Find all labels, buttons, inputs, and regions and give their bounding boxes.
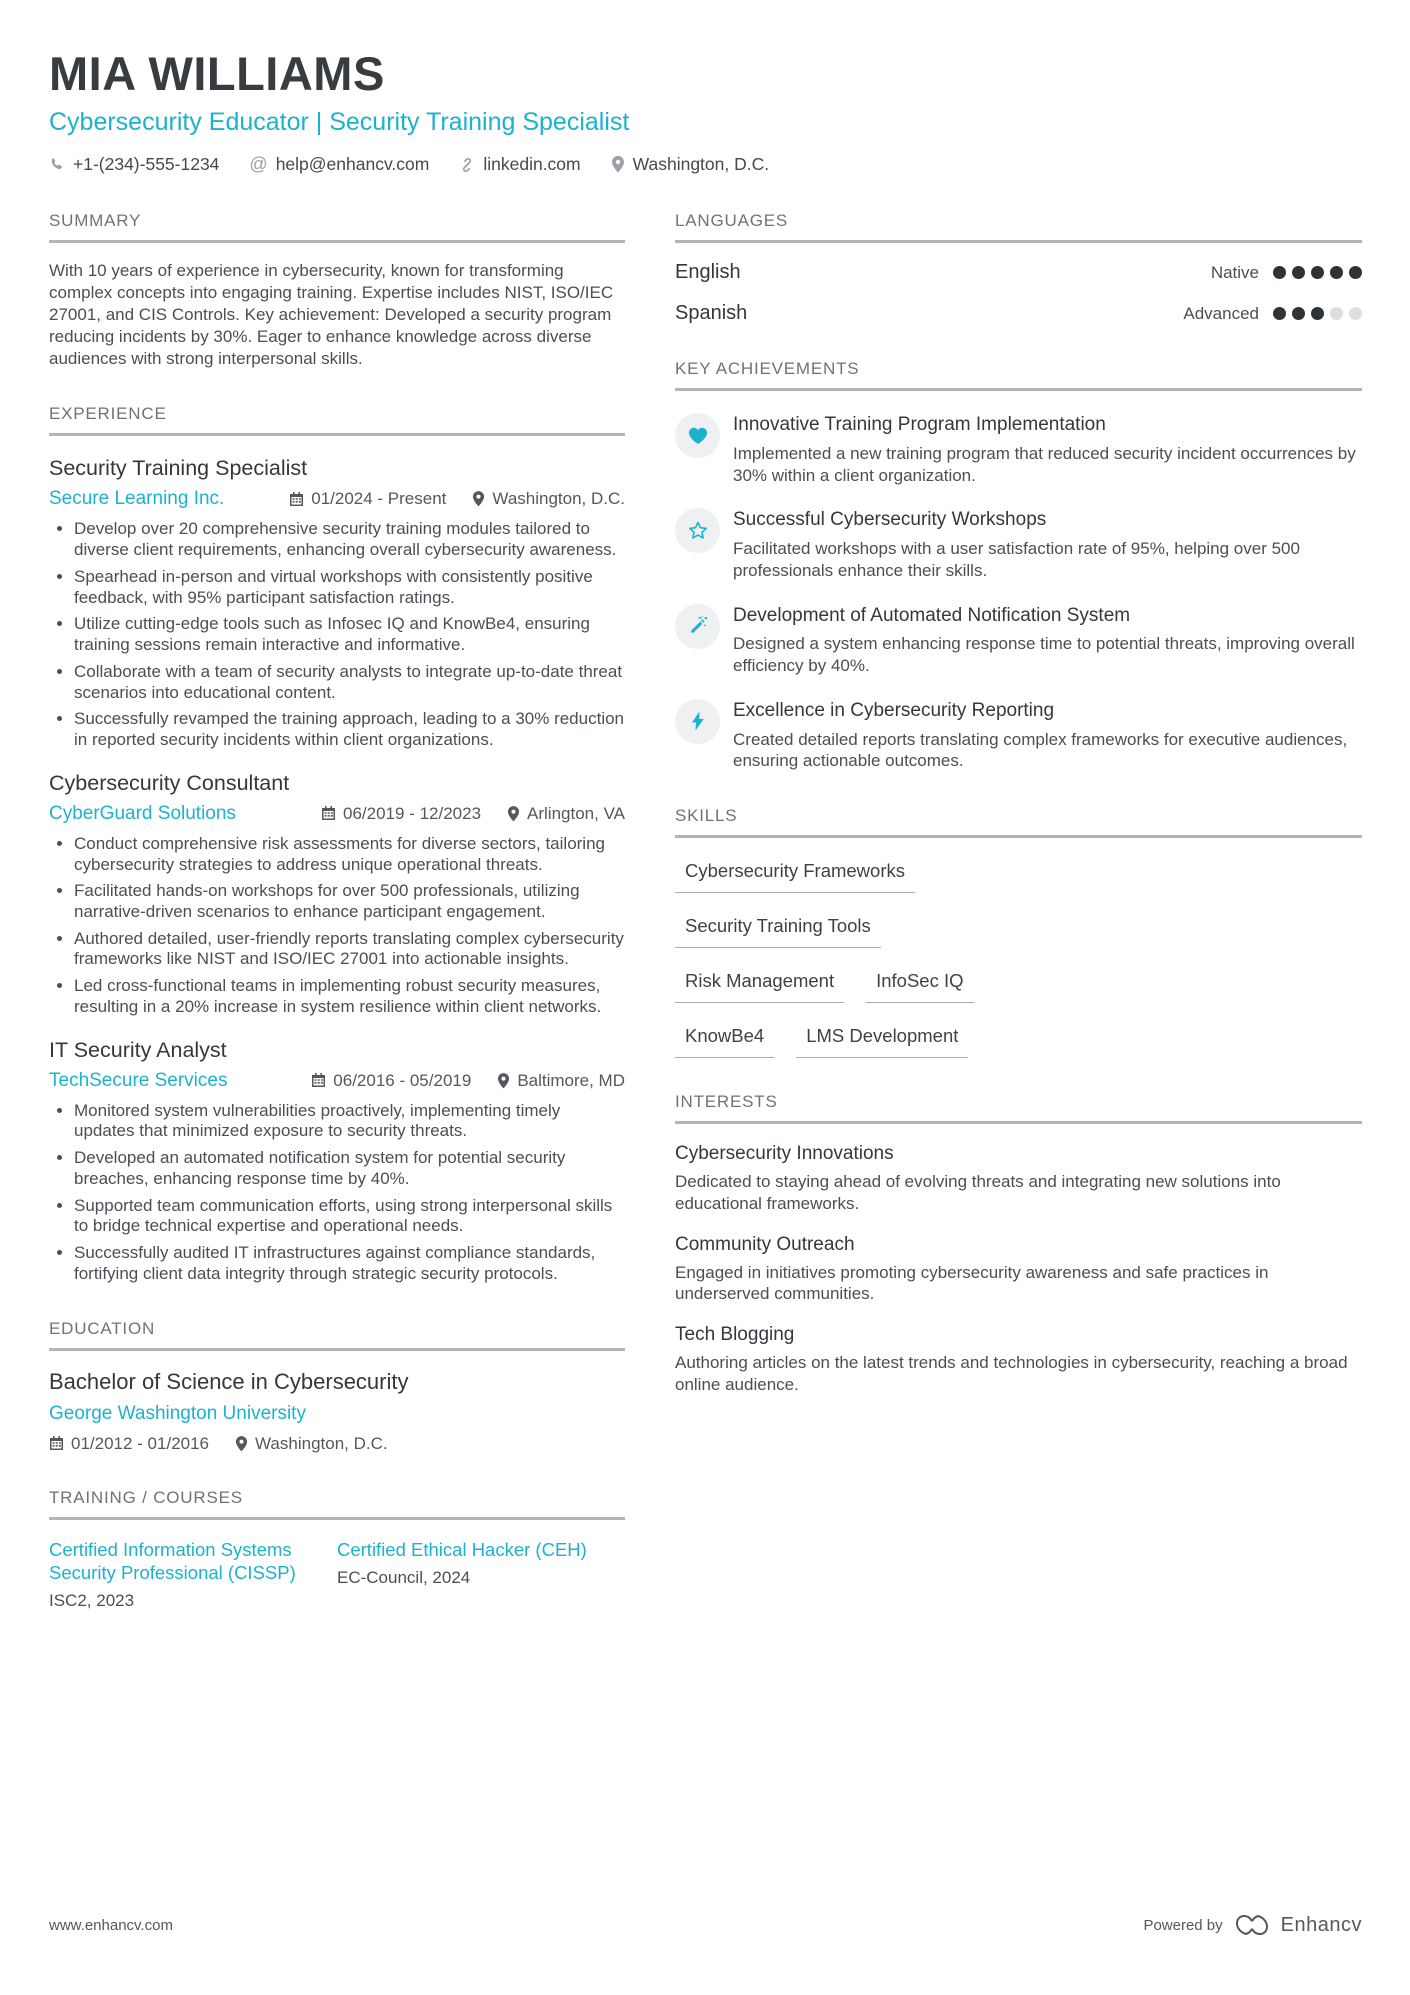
interest-title: Community Outreach <box>675 1233 855 1255</box>
education-meta <box>49 1434 625 1454</box>
contact-link[interactable] <box>459 154 580 175</box>
phone-icon <box>49 157 65 173</box>
job-company: TechSecure Services <box>49 1069 228 1091</box>
interest-text: Dedicated to staying ahead of evolving threats and integrating new solutions into educational frameworks. <box>675 1172 1281 1213</box>
right-column <box>675 211 1362 1645</box>
languages-section <box>675 211 1362 325</box>
lightning-bolt-icon <box>675 699 720 744</box>
achievement-item <box>675 508 1362 581</box>
job-location-value: Arlington, VA <box>527 803 625 823</box>
interests-heading: INTERESTS <box>675 1092 1362 1124</box>
job-dates <box>289 489 446 509</box>
language-row <box>675 302 1362 325</box>
level-dot-filled <box>1292 307 1305 320</box>
level-dot-empty <box>1349 307 1362 320</box>
level-dot-filled <box>1330 266 1343 279</box>
job-entry <box>49 456 625 750</box>
contact-phone-value: +1-(234)-555-1234 <box>73 154 220 174</box>
heart-icon <box>675 413 720 458</box>
footer <box>49 1913 1362 1937</box>
level-dot-filled <box>1273 307 1286 320</box>
summary-section <box>49 211 625 370</box>
location-pin-icon <box>611 156 625 173</box>
job-location <box>472 489 625 509</box>
job-bullet: • Successfully audited IT infrastructures against compliance standards, fortifying client data integrity through strategic security protocols. <box>74 1243 625 1284</box>
course-org: EC-Council, 2024 <box>337 1567 471 1587</box>
achievement-title: Successful Cybersecurity Workshops <box>733 509 1047 531</box>
education-location-value: Washington, D.C. <box>255 1433 388 1453</box>
training-section <box>49 1488 625 1611</box>
job-title: Security Training Specialist <box>49 456 308 481</box>
education-section <box>49 1319 625 1454</box>
experience-section <box>49 404 625 1284</box>
summary-heading: SUMMARY <box>49 211 625 243</box>
contact-location <box>611 154 770 175</box>
contact-phone <box>49 154 219 175</box>
course-title: Certified Information Systems Security Professional (CISSP) <box>49 1538 296 1583</box>
language-level-label: Native <box>1210 262 1259 282</box>
languages-heading: LANGUAGES <box>675 211 1362 243</box>
achievement-title: Excellence in Cybersecurity Reporting <box>733 699 1055 721</box>
job-bullet: • Facilitated hands-on workshops for over 500 professionals, utilizing narrative-driven scenarios to enhance participant engagement. <box>74 881 625 922</box>
skill-item: Cybersecurity Frameworks <box>675 854 915 893</box>
school-name: George Washington University <box>49 1402 306 1424</box>
job-entry <box>49 771 625 1018</box>
interest-title: Tech Blogging <box>675 1324 795 1345</box>
skill-item: LMS Development <box>796 1019 968 1058</box>
job-location <box>497 1071 625 1091</box>
level-dot-filled <box>1273 266 1286 279</box>
achievements-heading: KEY ACHIEVEMENTS <box>675 359 1362 391</box>
achievement-title: Development of Automated Notification System <box>733 604 1131 626</box>
job-company: Secure Learning Inc. <box>49 488 225 510</box>
contact-row <box>49 154 1362 175</box>
job-bullets <box>74 834 625 1018</box>
interest-item <box>675 1143 1362 1215</box>
job-bullets <box>74 1101 625 1285</box>
job-location-value: Washington, D.C. <box>492 489 625 509</box>
job-meta-row <box>49 488 625 510</box>
achievement-item <box>675 699 1362 772</box>
course-entry <box>337 1538 605 1611</box>
calendar-icon <box>289 492 304 507</box>
enhancv-brand-name: Enhancv <box>1280 1913 1362 1936</box>
language-level-label: Advanced <box>1183 303 1259 323</box>
language-name: Spanish <box>675 302 748 324</box>
job-bullet: • Developed an automated notification system for potential security breaches, enhancing response time by 40%. <box>74 1148 625 1189</box>
job-meta-row <box>49 803 625 825</box>
job-bullet: • Successfully revamped the training approach, leading to a 30% reduction in reported security incidents within client organizations. <box>74 709 625 750</box>
job-bullet: • Develop over 20 comprehensive security training modules tailored to diverse client requirements, enhancing overall cybersecurity awareness. <box>74 519 625 560</box>
skills-section <box>675 806 1362 1058</box>
job-bullet: • Authored detailed, user-friendly reports translating complex cybersecurity frameworks like NIST and ISO/IEC 27001 into actionable insights. <box>74 929 625 970</box>
calendar-icon <box>311 1073 326 1088</box>
achievement-item <box>675 413 1362 486</box>
language-level-dots <box>1273 307 1362 320</box>
job-dates <box>311 1071 471 1091</box>
language-name: English <box>675 261 741 283</box>
skill-item: Risk Management <box>675 964 844 1003</box>
job-entry <box>49 1038 625 1285</box>
job-meta-row <box>49 1070 625 1092</box>
achievement-text: Designed a system enhancing response time to potential threats, improving overall efficiency by 40%. <box>733 634 1355 675</box>
contact-location-value: Washington, D.C. <box>632 154 770 174</box>
degree-title: Bachelor of Science in Cybersecurity <box>49 1368 409 1394</box>
job-bullet: • Utilize cutting-edge tools such as Infosec IQ and KnowBe4, ensuring training sessions remain interactive and informative. <box>74 614 625 655</box>
language-row <box>675 261 1362 284</box>
experience-heading: EXPERIENCE <box>49 404 625 436</box>
skill-item: KnowBe4 <box>675 1019 774 1058</box>
education-dates-value: 01/2012 - 01/2016 <box>71 1433 210 1453</box>
location-pin-icon <box>235 1436 248 1452</box>
education-location <box>235 1434 388 1454</box>
location-pin-icon <box>472 491 485 507</box>
level-dot-filled <box>1292 266 1305 279</box>
job-location <box>507 804 625 824</box>
skill-item: InfoSec IQ <box>866 964 973 1003</box>
job-bullet: • Led cross-functional teams in implementing robust security measures, resulting in a 20% increase in system resilience within client networks. <box>74 976 625 1017</box>
achievement-title: Innovative Training Program Implementation <box>733 414 1106 435</box>
training-heading: TRAINING / COURSES <box>49 1488 625 1520</box>
achievement-item <box>675 604 1362 677</box>
level-dot-filled <box>1349 266 1362 279</box>
achievement-text: Implemented a new training program that reduced security incident occurrences by 30% within a client organization. <box>733 443 1356 485</box>
job-dates-value: 06/2016 - 05/2019 <box>333 1070 472 1090</box>
job-title: IT Security Analyst <box>49 1037 227 1062</box>
job-dates-value: 01/2024 - Present <box>311 489 447 509</box>
job-title: Cybersecurity Consultant <box>49 770 290 795</box>
magic-wand-icon <box>675 604 720 649</box>
job-bullet: • Monitored system vulnerabilities proactively, implementing timely updates that minimized exposure to security threats. <box>74 1101 625 1142</box>
job-bullet: • Conduct comprehensive risk assessments for diverse sectors, tailoring cybersecurity strategies to address unique operational threats. <box>74 834 625 875</box>
interest-item <box>675 1234 1362 1306</box>
contact-link-value: linkedin.com <box>483 154 581 174</box>
enhancv-logo-icon <box>1235 1913 1269 1937</box>
course-title: Certified Ethical Hacker (CEH) <box>337 1538 587 1560</box>
calendar-icon <box>321 806 336 821</box>
star-icon <box>675 508 720 553</box>
calendar-icon <box>49 1436 64 1451</box>
achievement-text: Created detailed reports translating complex frameworks for executive audiences, ensuring actionable outcomes. <box>733 729 1348 771</box>
job-bullet: • Collaborate with a team of security analysts to integrate up-to-date threat scenarios into educational content. <box>74 662 625 703</box>
education-dates <box>49 1434 209 1454</box>
link-icon <box>459 157 475 173</box>
interest-title: Cybersecurity Innovations <box>675 1143 894 1164</box>
skill-item: Security Training Tools <box>675 909 881 948</box>
job-company: CyberGuard Solutions <box>49 802 236 824</box>
skills-heading: SKILLS <box>675 806 1362 838</box>
job-dates <box>321 804 481 824</box>
at-icon: @ <box>249 154 268 174</box>
powered-by-label: Powered by <box>1143 1916 1223 1934</box>
job-location-value: Baltimore, MD <box>517 1070 625 1090</box>
interest-text: Authoring articles on the latest trends and technologies in cybersecurity, reaching a broad online audience. <box>675 1353 1348 1394</box>
location-pin-icon <box>507 806 520 822</box>
location-pin-icon <box>497 1073 510 1089</box>
left-column <box>49 211 625 1645</box>
header <box>49 46 1362 175</box>
level-dot-filled <box>1311 307 1324 320</box>
contact-email[interactable] <box>249 154 429 175</box>
job-dates-value: 06/2019 - 12/2023 <box>343 803 482 823</box>
person-role: Cybersecurity Educator | Security Training Specialist <box>49 108 630 136</box>
interests-section <box>675 1092 1362 1396</box>
powered-by <box>1143 1913 1362 1937</box>
course-entry <box>49 1538 317 1611</box>
achievement-text: Facilitated workshops with a user satisfaction rate of 95%, helping over 500 professionals enhance their skills. <box>733 539 1300 580</box>
level-dot-filled <box>1311 266 1324 279</box>
contact-email-value: help@enhancv.com <box>275 154 430 174</box>
interest-item <box>675 1324 1362 1396</box>
footer-website-link[interactable]: www.enhancv.com <box>49 1916 173 1934</box>
course-org: ISC2, 2023 <box>49 1590 135 1610</box>
interest-text: Engaged in initiatives promoting cybersecurity awareness and safe practices in underserved communities. <box>675 1262 1269 1304</box>
education-heading: EDUCATION <box>49 1319 625 1351</box>
level-dot-empty <box>1330 307 1343 320</box>
summary-text: With 10 years of experience in cybersecurity, known for transforming complex concepts into engaging training. Expertise includes NIST, ISO/IEC 27001, and CIS Controls. Key achievement: Developed a security program reducing incidents by 30%. Eager to enhance knowledge across diverse audiences with strong interpersonal skills. <box>49 261 614 369</box>
person-name: MIA WILLIAMS <box>49 47 385 100</box>
job-bullet: • Supported team communication efforts, using strong interpersonal skills to bridge technical expertise and operational needs. <box>74 1196 625 1237</box>
job-bullet: • Spearhead in-person and virtual workshops with consistently positive feedback, with 95% participant satisfaction ratings. <box>74 567 625 608</box>
job-bullets <box>74 519 625 750</box>
language-level-dots <box>1273 266 1362 279</box>
achievements-section <box>675 359 1362 772</box>
